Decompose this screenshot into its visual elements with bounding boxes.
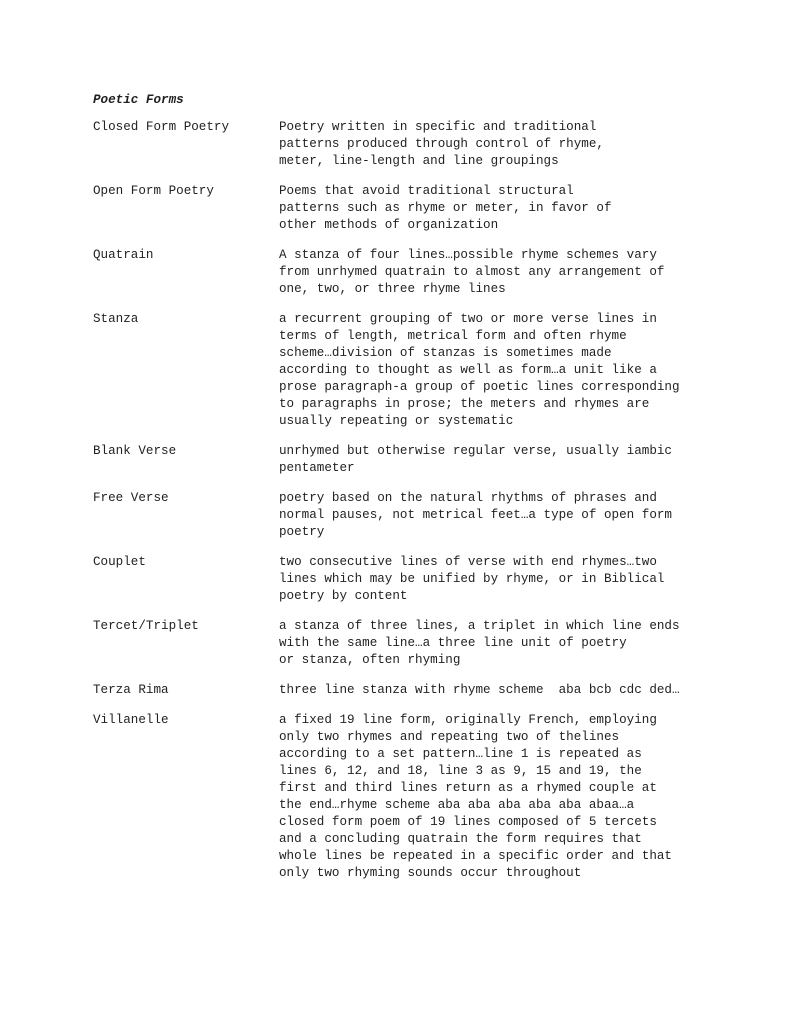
entry-term: Tercet/Triplet bbox=[93, 619, 199, 633]
page-title: Poetic Forms bbox=[93, 93, 184, 107]
definition-line: or stanza, often rhyming bbox=[279, 653, 461, 667]
definition-line: Poetry written in specific and traditional bbox=[279, 120, 597, 134]
definition-line: to paragraphs in prose; the meters and rhymes are bbox=[279, 397, 650, 411]
definition-line: a fixed 19 line form, originally French, employing bbox=[279, 713, 657, 727]
entry-term: Villanelle bbox=[93, 713, 169, 727]
entry-term: Quatrain bbox=[93, 248, 154, 262]
entry-definition bbox=[279, 119, 713, 170]
glossary-entry bbox=[93, 443, 713, 477]
definition-line: meter, line-length and line groupings bbox=[279, 154, 559, 168]
entry-definition bbox=[279, 618, 713, 669]
definition-line: poetry based on the natural rhythms of phrases and bbox=[279, 491, 657, 505]
glossary-entry bbox=[93, 183, 713, 234]
glossary-entry bbox=[93, 618, 713, 669]
definition-line: only two rhymes and repeating two of thelines bbox=[279, 730, 620, 744]
entry-term: Open Form Poetry bbox=[93, 184, 214, 198]
glossary-entry bbox=[93, 247, 713, 298]
definition-line: three line stanza with rhyme scheme aba bcb cdc ded… bbox=[279, 683, 680, 697]
definition-line: patterns such as rhyme or meter, in favor of bbox=[279, 201, 612, 215]
definition-line: whole lines be repeated in a specific order and that bbox=[279, 849, 672, 863]
definition-line: pentameter bbox=[279, 461, 355, 475]
definition-line: poetry bbox=[279, 525, 325, 539]
entry-definition bbox=[279, 682, 713, 699]
glossary-entry bbox=[93, 119, 713, 170]
entry-definition bbox=[279, 311, 713, 430]
definition-line: Poems that avoid traditional structural bbox=[279, 184, 574, 198]
definition-line: patterns produced through control of rhyme, bbox=[279, 137, 604, 151]
definition-line: one, two, or three rhyme lines bbox=[279, 282, 506, 296]
glossary-entry bbox=[93, 554, 713, 605]
entry-term: Terza Rima bbox=[93, 683, 169, 697]
glossary-entry bbox=[93, 712, 713, 882]
entry-term: Closed Form Poetry bbox=[93, 120, 230, 134]
glossary-entry bbox=[93, 682, 713, 699]
glossary-entry bbox=[93, 311, 713, 430]
definition-line: with the same line…a three line unit of poetry bbox=[279, 636, 627, 650]
document-page bbox=[93, 92, 713, 895]
entry-term: Couplet bbox=[93, 555, 146, 569]
definition-line: two consecutive lines of verse with end rhymes…two bbox=[279, 555, 657, 569]
definition-line: the end…rhyme scheme aba aba aba aba aba abaa…a bbox=[279, 798, 635, 812]
definition-line: only two rhyming sounds occur throughout bbox=[279, 866, 582, 880]
definition-line: first and third lines return as a rhymed couple at bbox=[279, 781, 657, 795]
entry-definition bbox=[279, 247, 713, 298]
definition-line: lines which may be unified by rhyme, or in Biblical bbox=[279, 572, 665, 586]
entry-term: Stanza bbox=[93, 312, 139, 326]
entry-definition bbox=[279, 443, 713, 477]
definition-line: usually repeating or systematic bbox=[279, 414, 514, 428]
definition-line: according to thought as well as form…a unit like a bbox=[279, 363, 657, 377]
definition-line: unrhymed but otherwise regular verse, usually iambic bbox=[279, 444, 672, 458]
definition-line: a recurrent grouping of two or more verse lines in bbox=[279, 312, 657, 326]
definition-line: and a concluding quatrain the form requires that bbox=[279, 832, 642, 846]
definition-line: poetry by content bbox=[279, 589, 408, 603]
definition-line: scheme…division of stanzas is sometimes made bbox=[279, 346, 612, 360]
definition-line: a stanza of three lines, a triplet in which line ends bbox=[279, 619, 680, 633]
definition-line: other methods of organization bbox=[279, 218, 499, 232]
entry-term: Free Verse bbox=[93, 491, 169, 505]
definition-line: closed form poem of 19 lines composed of 5 tercets bbox=[279, 815, 657, 829]
entry-definition bbox=[279, 183, 713, 234]
entry-definition bbox=[279, 490, 713, 541]
glossary-entry bbox=[93, 490, 713, 541]
definition-line: prose paragraph-a group of poetic lines corresponding bbox=[279, 380, 680, 394]
entry-term: Blank Verse bbox=[93, 444, 177, 458]
definition-line: terms of length, metrical form and often rhyme bbox=[279, 329, 627, 343]
definition-line: according to a set pattern…line 1 is repeated as bbox=[279, 747, 642, 761]
definition-line: normal pauses, not metrical feet…a type of open form bbox=[279, 508, 672, 522]
entry-definition bbox=[279, 554, 713, 605]
definition-line: from unrhymed quatrain to almost any arrangement of bbox=[279, 265, 665, 279]
entry-definition bbox=[279, 712, 713, 882]
definition-line: A stanza of four lines…possible rhyme schemes vary bbox=[279, 248, 657, 262]
definition-line: lines 6, 12, and 18, line 3 as 9, 15 and 19, the bbox=[279, 764, 642, 778]
